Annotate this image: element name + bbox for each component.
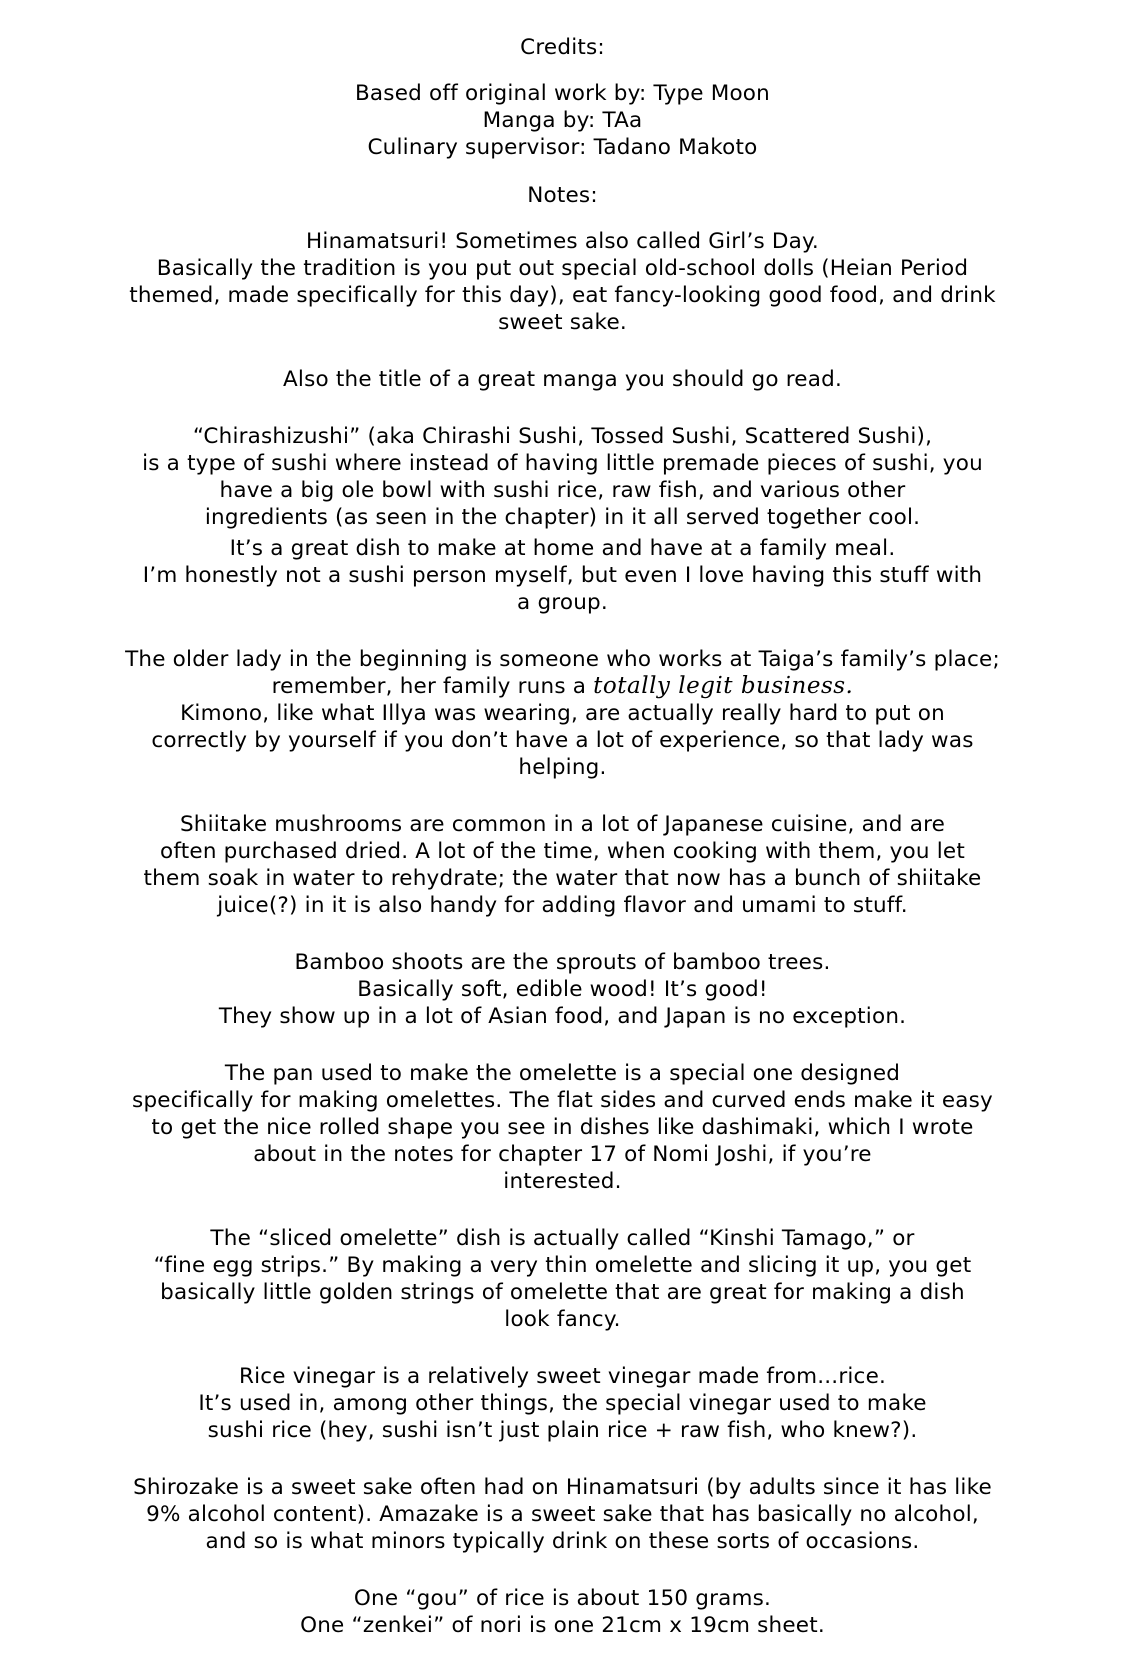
credit-line: Culinary supervisor: Tadano Makoto [367,135,758,160]
fancy-text: totally legit business. [593,673,854,699]
paragraph: Hinamatsuri! Sometimes also called Girl’s Day. Basically the tradition is you put out special old-school dolls (Heian Period themed, made specifically for this day), eat fancy-looking good food, and drink sweet sake. [129,229,996,335]
credits-block [58,80,1067,161]
credits-heading: Credits: [520,35,605,60]
notes-heading: Notes: [527,183,598,208]
paragraph: Shiitake mushrooms are common in a lot of Japanese cuisine, and are often purchased dried. A lot of the time, when cooking with them, you let them soak in water to rehydrate; the water that now has a bunch of shiitake juice(?) in it is also handy for adding flavor and umami to stuff. [143,812,982,918]
paragraph: Shirozake is a sweet sake often had on Hinamatsuri (by adults since it has like 9% alcohol content). Amazake is a sweet sake that has basically no alcohol, and so is what minors typically drink on these sorts of occasions. [133,1475,992,1554]
credit-line: Based off original work by: Type Moon [354,81,770,106]
paragraph: One “gou” of rice is about 150 grams. One “zenkei” of nori is one 21cm x 19cm sheet. [300,1586,825,1638]
paragraph: The pan used to make the omelette is a special one designed specifically for making omelettes. The flat sides and curved ends make it easy to get the nice rolled shape you see in dishes like dashimaki, which I wrote about in the notes for chapter 17 of Nomi Joshi, if you’re interested. [132,1061,993,1194]
paragraph: Rice vinegar is a relatively sweet vinegar made from...rice. It’s used in, among other things, the special vinegar used to make sushi rice (hey, sushi isn’t just plain rice + raw fish, who knew?). [198,1364,927,1443]
paragraph: It’s a great dish to make at home and have at a family meal. I’m honestly not a sushi person myself, but even I love having this stuff with a group. [142,536,983,615]
credit-line: Manga by: TAa [482,108,643,133]
paragraph: The “sliced omelette” dish is actually called “Kinshi Tamago,” or “fine egg strips.” By making a very thin omelette and slicing it up, you get basically little golden strings of omelette that are great for making a dish look fancy. [153,1226,972,1332]
paragraph: The older lady in the beginning is someone who works at Taiga’s family’s place; remember, her family runs a totally legit business. Kimono, like what Illya was wearing, are actually really hard to put on correctly by yourself if you don’t have a lot of experience, so that lady was helping. [125,647,1000,780]
paragraph: Also the title of a great manga you should go read. [283,367,842,392]
paragraph: “Chirashizushi” (aka Chirashi Sushi, Tossed Sushi, Scattered Sushi), is a type of sushi where instead of having little premade pieces of sushi, you have a big ole bowl with sushi rice, raw fish, and various other ingredients (as seen in the chapter) in it all served together cool. [142,424,983,530]
notes-paragraphs [58,228,1067,1639]
paragraph: Bamboo shoots are the sprouts of bamboo trees. Basically soft, edible wood! It’s good! They show up in a lot of Asian food, and Japan is no exception. [218,950,907,1029]
